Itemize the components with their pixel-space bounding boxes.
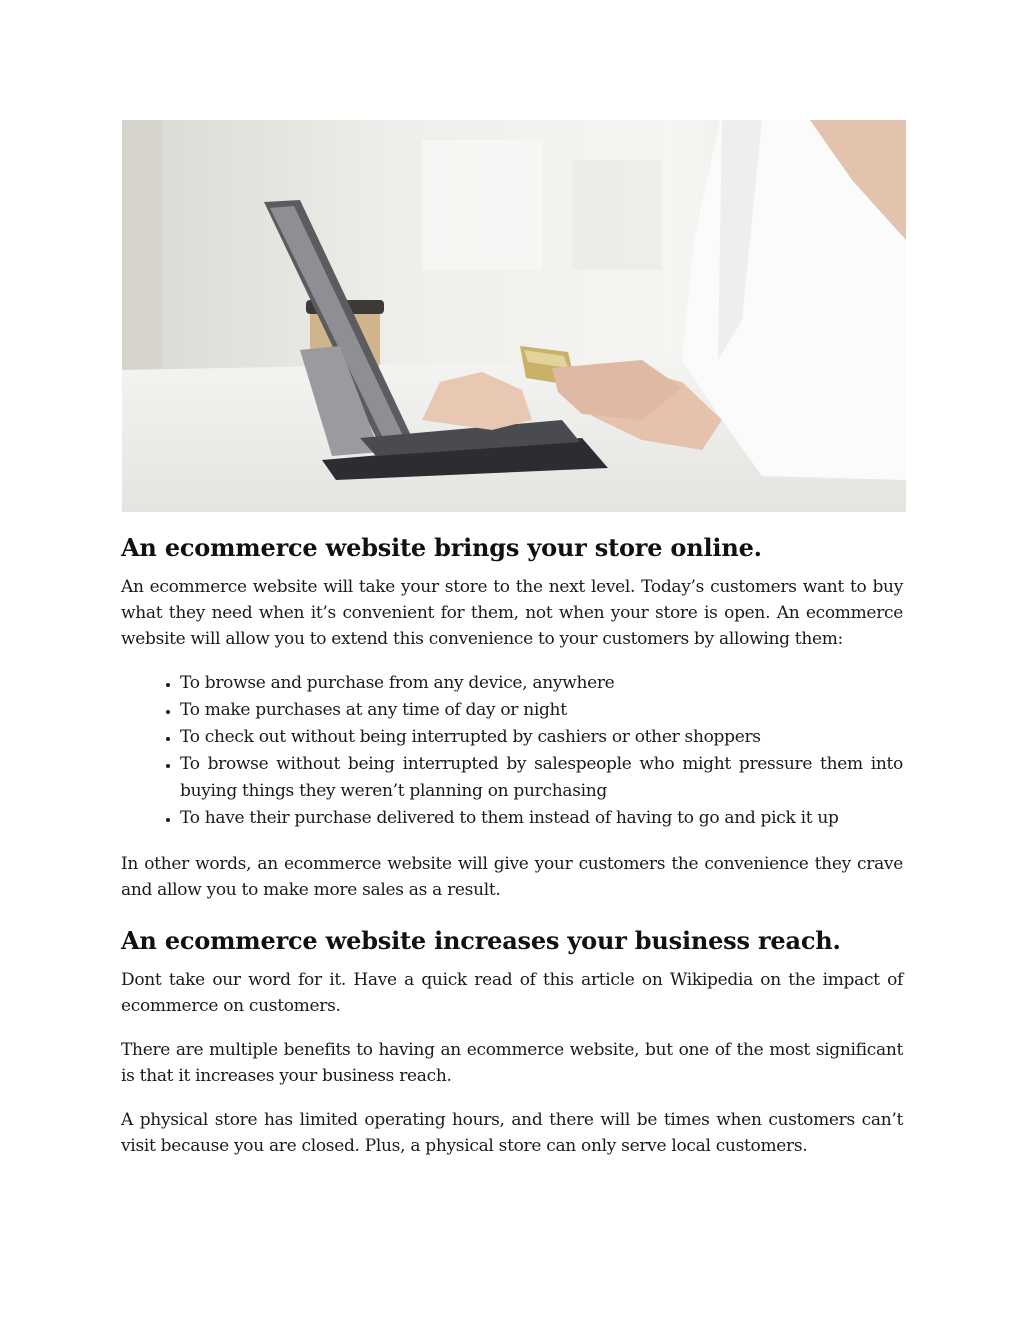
section-heading-online: An ecommerce website brings your store online.: [121, 533, 762, 562]
laptop-credit-card-photo-icon: [122, 120, 906, 512]
list-item: • To browse and purchase from any device, anywhere: [180, 670, 903, 697]
conclusion-paragraph: In other words, an ecommerce website will give your customers the convenience they crave and allow you to make more sales as a result.: [121, 854, 903, 900]
list-item: • To browse without being interrupted by salespeople who might pressure them into buying things they weren’t planning on purchasing: [180, 751, 903, 805]
hero-photo: [122, 120, 906, 512]
list-item: • To make purchases at any time of day or night: [180, 697, 903, 724]
paragraph: A physical store has limited operating hours, and there will be times when customers can’t visit because you are closed. Plus, a physical store can only serve local customers.: [121, 1110, 903, 1156]
article-body: [121, 528, 903, 1177]
intro-paragraph: An ecommerce website will take your store to the next level. Today’s customers want to buy what they need when it’s convenient for them, not when your store is open. An ecommerce website will allow you to extend this convenience to your customers by allowing them:: [121, 577, 903, 649]
section-heading-reach: An ecommerce website increases your business reach.: [121, 926, 841, 955]
paragraph: Dont take our word for it. Have a quick read of this article on Wikipedia on the impact of ecommerce on customers.: [121, 970, 903, 1016]
list-item: • To have their purchase delivered to them instead of having to go and pick it up: [180, 805, 903, 832]
list-item: • To check out without being interrupted by cashiers or other shoppers: [180, 724, 903, 751]
benefits-list: [121, 670, 903, 832]
paragraph: There are multiple benefits to having an ecommerce website, but one of the most significant is that it increases your business reach.: [121, 1040, 903, 1086]
